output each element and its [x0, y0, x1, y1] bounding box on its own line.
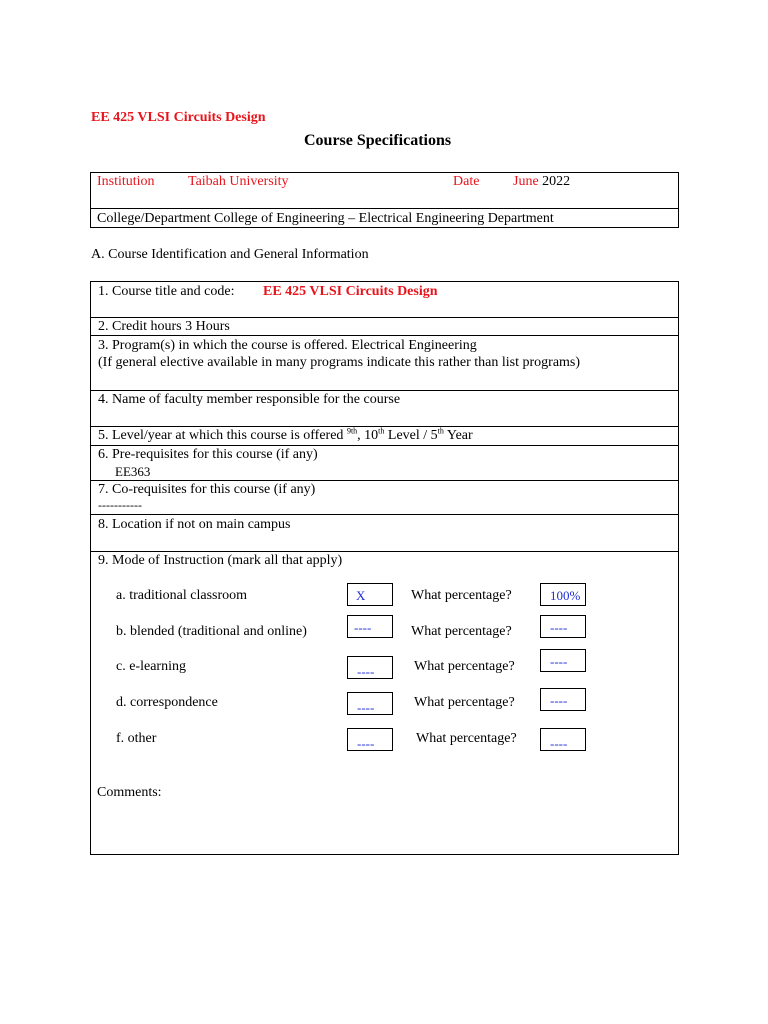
item5-sup3: th: [437, 426, 444, 436]
item5-sup1: 9th: [346, 426, 358, 436]
row-divider: [90, 514, 679, 515]
mode-label-c: c. e-learning: [116, 659, 186, 674]
page-title: Course Specifications: [304, 132, 452, 149]
mode-percent-c: ----: [550, 654, 568, 669]
mode-percent-box-b[interactable]: [540, 615, 586, 638]
mode-percent-b: ----: [550, 620, 568, 635]
mode-mark-box-a[interactable]: [347, 583, 393, 606]
mode-label-d: d. correspondence: [116, 695, 218, 710]
mode-percent-box-f[interactable]: [540, 728, 586, 751]
mode-percent-a: 100%: [550, 588, 581, 603]
row-divider: [90, 551, 679, 552]
item4-faculty: 4. Name of faculty member responsible for the course: [98, 392, 401, 407]
row-divider: [90, 335, 679, 336]
row-divider: [90, 426, 679, 427]
course-heading: EE 425 VLSI Circuits Design: [91, 110, 266, 125]
date-value: [513, 175, 570, 189]
row-divider: [90, 390, 679, 391]
mode-percent-d: ----: [550, 693, 568, 708]
institution-label: Institution: [97, 174, 155, 189]
item6-prerequisites: 6. Pre-requisites for this course (if any): [98, 447, 318, 462]
mode-mark-f: ----: [357, 736, 375, 751]
item5-level: [98, 426, 473, 443]
mode-label-b: b. blended (traditional and online): [116, 624, 307, 639]
mode-mark-box-c[interactable]: [347, 656, 393, 679]
item7-corequisites: 7. Co-requisites for this course (if any): [98, 482, 316, 497]
mode-percent-box-a[interactable]: [540, 583, 586, 606]
item9-mode: 9. Mode of Instruction (mark all that apply): [98, 553, 343, 568]
mode-percent-box-c[interactable]: [540, 649, 586, 672]
mode-label-f: f. other: [116, 731, 157, 746]
item5-prefix: 5. Level/year at which this course is offered: [98, 428, 344, 443]
mode-mark-box-b[interactable]: [347, 615, 393, 638]
institution-table-divider: [90, 208, 679, 209]
item1-value: EE 425 VLSI Circuits Design: [263, 284, 438, 299]
item6-value: EE363: [115, 464, 151, 479]
item5-sup2: th: [378, 426, 385, 436]
mode-mark-box-d[interactable]: [347, 692, 393, 715]
section-a-title: A. Course Identification and General Information: [91, 247, 369, 262]
mode-question-d: What percentage?: [414, 695, 515, 710]
item5-mid: , 10: [357, 428, 379, 443]
mode-mark-box-f[interactable]: [347, 728, 393, 751]
mode-mark-c: ----: [357, 664, 375, 679]
mode-percent-box-d[interactable]: [540, 688, 586, 711]
mode-question-a: What percentage?: [411, 588, 512, 603]
item3-note: (If general elective available in many programs indicate this rather than list programs): [98, 355, 581, 370]
college-department-row: College/Department College of Engineering – Electrical Engineering Department: [97, 211, 554, 226]
mode-mark-b: ----: [354, 620, 372, 635]
mode-mark-a: X: [356, 588, 366, 603]
row-divider: [90, 445, 679, 446]
row-divider: [90, 317, 679, 318]
item2-credit-hours: 2. Credit hours 3 Hours: [98, 319, 230, 334]
comments-label: Comments:: [97, 785, 162, 800]
item5-mid2: Level / 5: [384, 428, 438, 443]
row-divider: [90, 480, 679, 481]
date-year: 2022: [542, 174, 571, 189]
item8-location: 8. Location if not on main campus: [98, 517, 291, 532]
mode-mark-d: ----: [357, 700, 375, 715]
mode-label-a: a. traditional classroom: [116, 588, 248, 603]
date-month: June: [513, 174, 539, 189]
mode-question-b: What percentage?: [411, 624, 512, 639]
institution-value: Taibah University: [188, 174, 289, 189]
item5-suffix: Year: [443, 428, 473, 443]
item7-value: -----------: [98, 498, 142, 512]
mode-percent-f: ----: [550, 736, 568, 751]
mode-question-c: What percentage?: [414, 659, 515, 674]
item1-label: 1. Course title and code:: [98, 284, 235, 299]
mode-question-f: What percentage?: [416, 731, 517, 746]
item3-programs: 3. Program(s) in which the course is offered. Electrical Engineering: [98, 338, 477, 353]
date-label: Date: [453, 174, 480, 189]
